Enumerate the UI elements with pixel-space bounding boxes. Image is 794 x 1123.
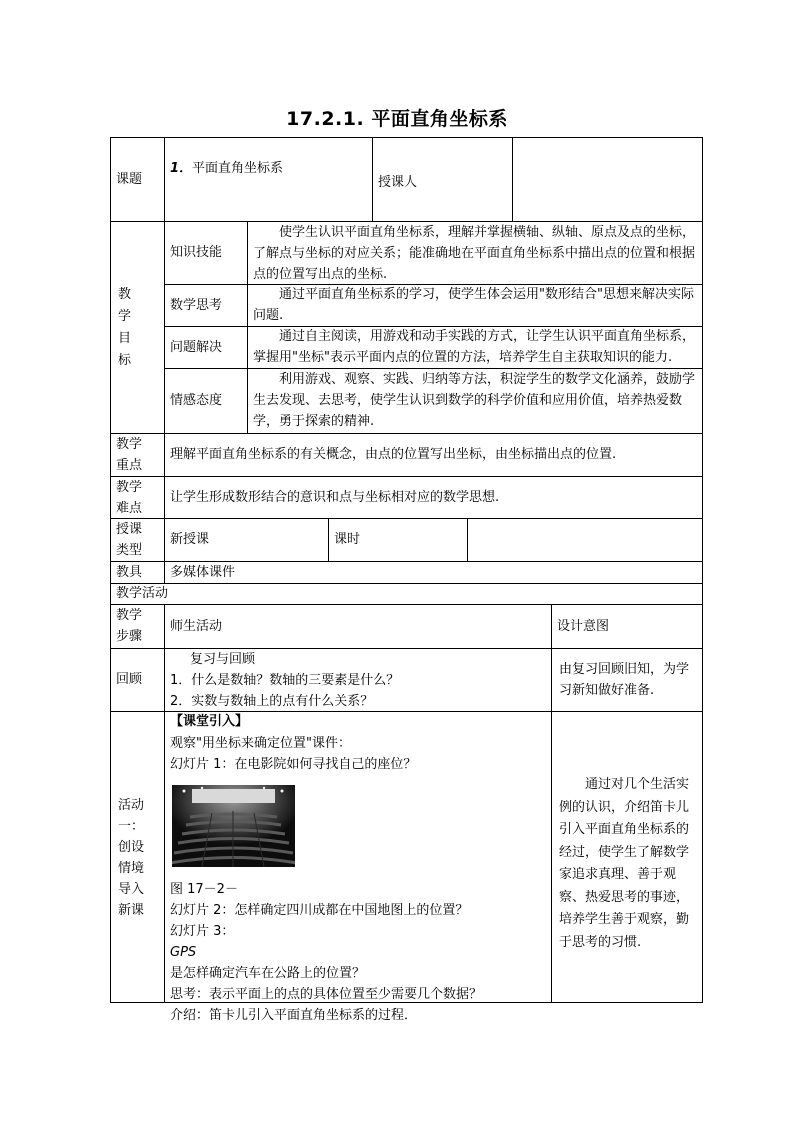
objective-label-problem: 问题解决 (170, 339, 223, 355)
difficulty-label: 教学 难点 (116, 480, 143, 516)
key-point-label: 教学 重点 (116, 437, 143, 473)
objective-text-thinking: 通过平面直角坐标系的学习，使学生体会运用"数形结合"思想来解决实际问题. (253, 287, 694, 323)
objective-label-thinking: 数学思考 (170, 297, 223, 313)
lesson-hours-label: 课时 (334, 532, 361, 547)
objective-label-knowledge: 知识技能 (170, 245, 223, 260)
difficulty-text: 让学生形成数形结合的意识和点与坐标相对应的数学思想. (170, 489, 500, 505)
teacher-value (512, 137, 702, 221)
activity1-bottom-content: 图 17－2－ 幻灯片 2：怎样确定四川成都在中国地图上的位置？ 幻灯片 3： GPS 是怎样确定汽车在公路上的位置？ 思考：表示平面上的点的具体位置至少需要几个数据？ 介绍：笛卡儿引入平面直角坐标系的过程． (164, 879, 551, 1026)
topic-label: 课题 (116, 171, 143, 187)
review-intent: 由复习回顾旧知，为学习新知做好准备. (559, 661, 690, 698)
steps-label: 教学 步骤 (116, 608, 143, 644)
tools-label: 教具 (116, 564, 143, 580)
key-point-text: 理解平面直角坐标系的有关概念，由点的位置写出坐标，由坐标描出点的位置. (170, 447, 617, 462)
topic-cell (164, 158, 372, 179)
steps-activity-header: 师生活动 (170, 618, 223, 634)
tools-value: 多媒体课件 (170, 564, 236, 580)
objective-text-attitude: 利用游戏、观察、实践、归纳等方法，积淀学生的数学文化涵养，鼓励学生去发现、去思考，使学生认识到数学的科学价值和应用价值，培养热爱数学，勇于探索的精神. (253, 372, 696, 429)
cinema-seats-image (172, 785, 295, 867)
objective-text-problem: 通过自主阅读，用游戏和动手实践的方式，让学生认识平面直角坐标系，掌握用"坐标"表示平面内点的位置的方法，培养学生自主获取知识的能力. (253, 329, 696, 365)
lesson-type-value: 新授课 (170, 532, 210, 547)
activity1-label: 活动 一： 创设 情境 导入 新课 (118, 798, 145, 918)
activity1-slide3: 幻灯片 3： GPS 是怎样确定汽车在公路上的位置？ (170, 924, 366, 981)
page-title: 17.2.1. 平面直角坐标系 (286, 108, 508, 130)
activity1-top-content: 【课堂引入】 观察"用坐标来确定位置"课件： 幻灯片 1：在电影院如何寻找自己的座位？ (170, 714, 417, 772)
teacher-label: 授课人 (378, 174, 418, 190)
steps-intent-header: 设计意图 (557, 618, 610, 634)
activities-header: 教学活动 (116, 586, 169, 601)
objectives-label: 教 学 目 标 (118, 287, 132, 368)
review-content: 复习与回顾 1．什么是数轴？数轴的三要素是什么？ 2．实数与数轴上的点有什么关系？ (170, 652, 400, 709)
lesson-hours-value (467, 518, 702, 561)
topic-number: 1． (170, 161, 193, 176)
activity1-intent: 通过对几个生活实例的认识，介绍笛卡儿引入平面直角坐标系的经过，使学生了解数学家追求真理、善于观察、热爱思考的事迹，培养学生善于观察，勤于思考的习惯. (559, 777, 690, 950)
lesson-type-label: 授课 类型 (116, 522, 143, 558)
topic-text: 平面直角坐标系 (192, 161, 284, 176)
objective-label-attitude: 情感态度 (170, 393, 223, 408)
review-label: 回顾 (116, 672, 143, 687)
objective-text-knowledge: 使学生认识平面直角坐标系，理解并掌握横轴、纵轴、原点及点的坐标，了解点与坐标的对应关系；能准确地在平面直角坐标系中描出点的位置和根据点的位置写出点的坐标. (253, 225, 696, 282)
